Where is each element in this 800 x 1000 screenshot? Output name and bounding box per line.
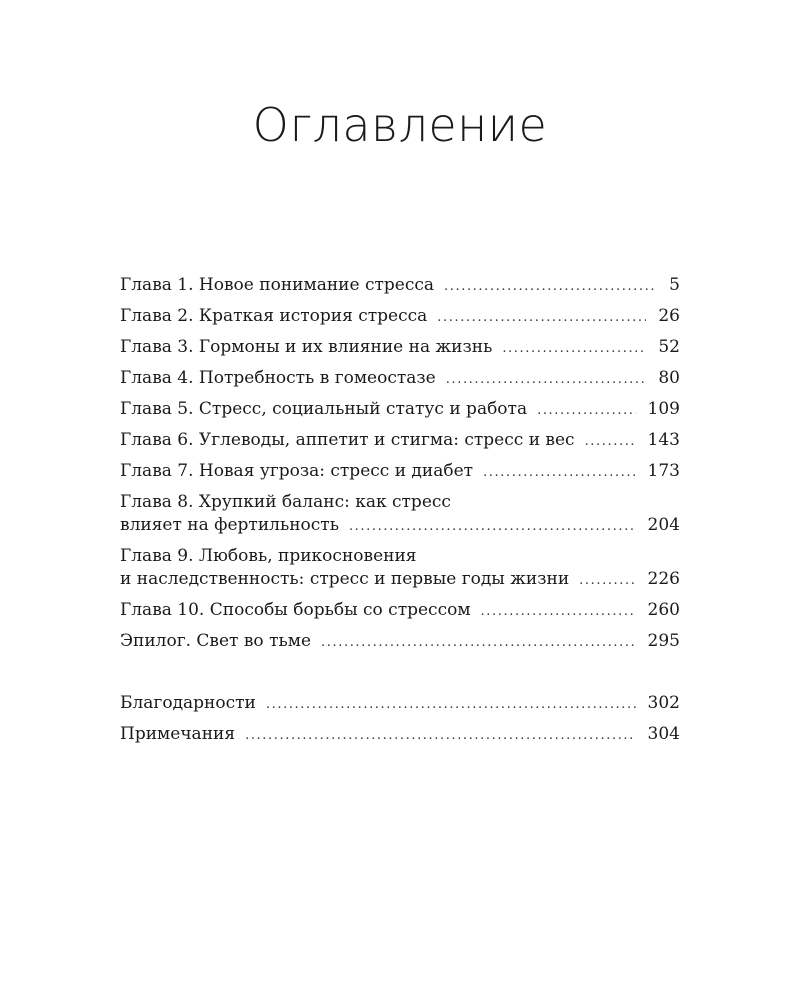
- dot-leader: [437, 306, 646, 329]
- toc-entry-epilogue[interactable]: [120, 630, 680, 654]
- toc-entry-title-line-1: Глава 9. Любовь, прикосновения: [120, 546, 417, 566]
- toc-entry-title-line-1: Глава 8. Хрупкий баланс: как стресс: [120, 492, 451, 512]
- toc-entry-title: Глава 5. Стресс, социальный статус и работа: [120, 399, 528, 419]
- dot-leader: [321, 631, 636, 654]
- toc-entry-title: Глава 7. Новая угроза: стресс и диабет: [120, 461, 474, 481]
- toc-entry-chapter-2[interactable]: [120, 305, 680, 329]
- toc-page-number: 26: [658, 306, 680, 326]
- toc-entry-title: Глава 3. Гормоны и их влияние на жизнь: [120, 337, 493, 357]
- toc-entry-notes[interactable]: [120, 723, 680, 747]
- toc-entry-title: Примечания: [120, 724, 236, 744]
- dot-leader: [266, 693, 636, 716]
- dot-leader: [245, 724, 635, 747]
- toc-entry-chapter-8[interactable]: [120, 491, 680, 538]
- toc-page-number: 302: [647, 693, 680, 713]
- toc-page-number: 5: [669, 275, 680, 295]
- toc-page-number: 226: [647, 569, 680, 589]
- toc-entry-chapter-4[interactable]: [120, 367, 680, 391]
- toc-entry-chapter-3[interactable]: [120, 336, 680, 360]
- toc-entry-title-line-2: и наследственность: стресс и первые годы жизни: [120, 569, 570, 589]
- dot-leader: [585, 430, 636, 453]
- toc-entry-chapter-9[interactable]: [120, 545, 680, 592]
- toc-page-number: 109: [647, 399, 680, 419]
- toc-page-number: 80: [658, 368, 680, 388]
- toc-entry-chapter-6[interactable]: [120, 429, 680, 453]
- dot-leader: [579, 569, 635, 592]
- dot-leader: [444, 275, 657, 298]
- toc-entry-title: Эпилог. Свет во тьме: [120, 631, 312, 651]
- toc-page-number: 295: [647, 631, 680, 651]
- toc-page-number: 173: [647, 461, 680, 481]
- toc-entry-chapter-7[interactable]: [120, 460, 680, 484]
- dot-leader: [483, 461, 635, 484]
- toc-page-number: 143: [647, 430, 680, 450]
- toc-entry-title-line-2: влияет на фертильность: [120, 515, 339, 535]
- page-title: Оглавление: [252, 98, 548, 152]
- toc-entry-acknowledgements[interactable]: [120, 692, 680, 716]
- dot-leader: [481, 600, 636, 623]
- toc-entry-title: Глава 4. Потребность в гомеостазе: [120, 368, 436, 388]
- toc-entry-title: Глава 1. Новое понимание стресса: [120, 275, 435, 295]
- dot-leader: [537, 399, 635, 422]
- toc-entry-title: Глава 2. Краткая история стресса: [120, 306, 428, 326]
- dot-leader: [446, 368, 647, 391]
- toc-page-number: 204: [647, 515, 680, 535]
- toc-entry-chapter-10[interactable]: [120, 599, 680, 623]
- toc-page-number: 260: [647, 600, 680, 620]
- section-spacer: [120, 661, 680, 692]
- toc-entry-title: Благодарности: [120, 693, 256, 713]
- toc-page-number: 304: [647, 724, 680, 744]
- toc-page-number: 52: [658, 337, 680, 357]
- dot-leader: [349, 515, 636, 538]
- toc-entry-chapter-5[interactable]: [120, 398, 680, 422]
- toc-entry-title: Глава 6. Углеводы, аппетит и стигма: стресс и вес: [120, 430, 575, 450]
- dot-leader: [502, 337, 646, 360]
- toc-entry-title: Глава 10. Способы борьбы со стрессом: [120, 600, 471, 620]
- toc-entry-chapter-1[interactable]: [120, 274, 680, 298]
- table-of-contents: [120, 274, 680, 754]
